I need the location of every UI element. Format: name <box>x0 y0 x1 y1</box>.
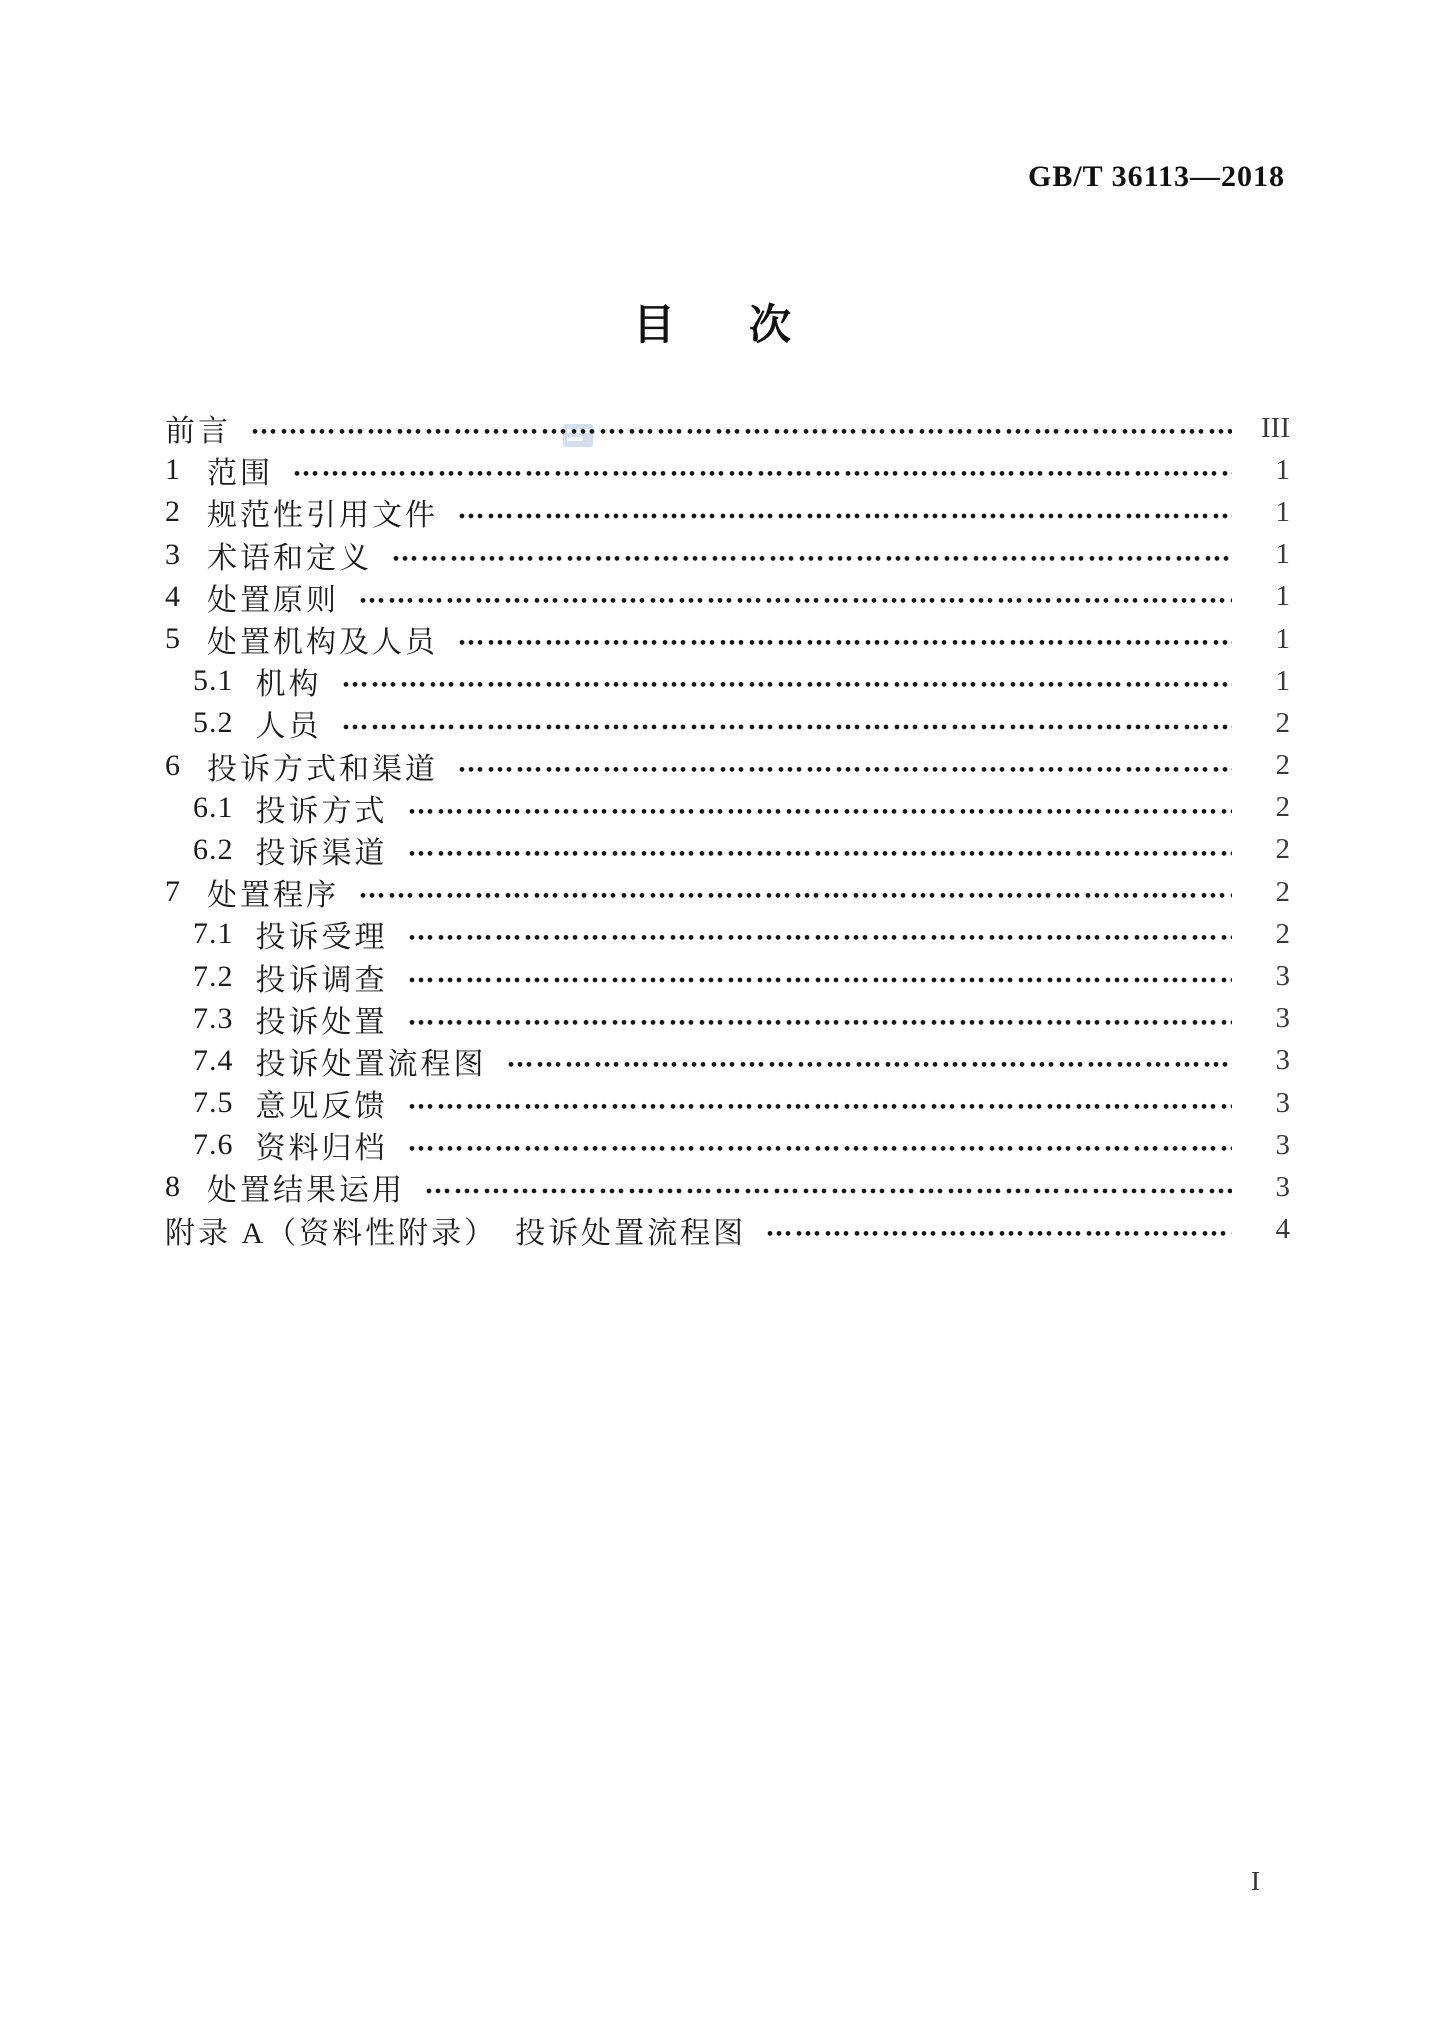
toc-entry-title: 术语和定义 <box>207 541 372 575</box>
toc-entry <box>165 871 1290 913</box>
standard-number: GB/T 36113—2018 <box>1028 160 1285 193</box>
toc-entry-title: 人员 <box>255 710 322 744</box>
dot-leader <box>425 1166 1232 1208</box>
toc-entry <box>165 787 1290 829</box>
toc-entry-page: 1 <box>1275 495 1290 528</box>
toc-entry <box>165 1124 1290 1166</box>
toc-entry-title: 附录 A（资料性附录） 投诉处置流程图 <box>165 1216 747 1250</box>
toc-entry-page: 4 <box>1275 1213 1290 1246</box>
toc-entry-page: 3 <box>1275 1086 1290 1119</box>
toc-entry-number: 7.4 <box>193 1043 234 1077</box>
toc-entry-page: 2 <box>1275 706 1290 739</box>
toc-entry-title: 意见反馈 <box>255 1090 388 1124</box>
toc-entry-page: 3 <box>1275 1128 1290 1161</box>
dot-leader <box>293 449 1232 491</box>
toc-entry-title: 资料归档 <box>255 1132 388 1166</box>
toc-entry-title: 前言 <box>165 415 231 449</box>
dot-leader <box>507 1040 1233 1082</box>
toc-entry <box>165 491 1290 533</box>
toc-entry-number: 7.1 <box>193 917 234 951</box>
toc-entry-number: 2 <box>165 495 181 529</box>
toc-entry-number: 6.2 <box>193 832 234 866</box>
dot-leader <box>408 1124 1233 1166</box>
toc-entry-page: 1 <box>1275 538 1290 571</box>
dot-leader <box>408 998 1233 1040</box>
page-title: 目 次 <box>632 303 807 349</box>
toc-entry-title: 范围 <box>207 457 273 491</box>
dot-leader <box>408 913 1233 955</box>
toc-entry-number: 7.6 <box>193 1128 234 1162</box>
toc-entry-page: 3 <box>1275 1170 1290 1203</box>
toc-entry-title: 投诉受理 <box>255 921 388 955</box>
toc-entry-page: 1 <box>1275 453 1290 486</box>
toc-entry <box>165 660 1290 702</box>
toc-entry-number: 5 <box>165 622 181 656</box>
toc-entry <box>165 1166 1290 1208</box>
toc-entry-number: 7.3 <box>193 1001 234 1035</box>
toc-entry-number: 3 <box>165 537 181 571</box>
dot-leader <box>359 576 1232 618</box>
toc-entry-page: 2 <box>1275 917 1290 950</box>
dot-leader <box>458 618 1232 660</box>
toc-entry-page: 3 <box>1275 1044 1290 1077</box>
table-of-contents <box>165 407 1290 1251</box>
toc-entry-title: 机构 <box>255 668 322 702</box>
toc-entry <box>165 407 1290 449</box>
dot-leader <box>408 787 1233 829</box>
toc-entry-page: III <box>1261 411 1290 444</box>
toc-entry <box>165 618 1290 660</box>
toc-entry-title: 处置原则 <box>207 583 339 617</box>
toc-entry <box>165 1209 1290 1251</box>
toc-entry <box>165 702 1290 744</box>
toc-entry <box>165 913 1290 955</box>
dot-leader <box>342 702 1233 744</box>
toc-entry-number: 4 <box>165 579 181 613</box>
toc-entry-title: 投诉调查 <box>255 963 388 997</box>
toc-entry-number: 5.1 <box>193 664 234 698</box>
toc-entry-title: 投诉方式 <box>255 794 388 828</box>
dot-leader <box>408 955 1233 997</box>
toc-entry <box>165 534 1290 576</box>
toc-entry-page: 3 <box>1275 960 1290 993</box>
toc-entry <box>165 1040 1290 1082</box>
dot-leader <box>408 1082 1233 1124</box>
toc-entry-title: 处置程序 <box>207 879 339 913</box>
toc-entry-title: 投诉处置流程图 <box>255 1047 487 1081</box>
toc-entry-title: 投诉方式和渠道 <box>207 752 438 786</box>
toc-entry <box>165 745 1290 787</box>
toc-entry-page: 2 <box>1275 791 1290 824</box>
toc-entry-title: 处置机构及人员 <box>207 626 438 660</box>
toc-entry-number: 7 <box>165 875 181 909</box>
dot-leader <box>766 1209 1232 1251</box>
dot-leader <box>359 871 1232 913</box>
dot-leader <box>458 745 1232 787</box>
toc-entry <box>165 829 1290 871</box>
toc-entry-page: 2 <box>1275 875 1290 908</box>
toc-entry-number: 6.1 <box>193 790 234 824</box>
toc-entry-number: 7.5 <box>193 1086 234 1120</box>
toc-entry-page: 1 <box>1275 580 1290 613</box>
toc-entry <box>165 1082 1290 1124</box>
toc-entry-number: 5.2 <box>193 706 234 740</box>
dot-leader <box>342 660 1233 702</box>
toc-entry-title: 规范性引用文件 <box>207 499 438 533</box>
toc-entry-title: 投诉渠道 <box>255 836 388 870</box>
toc-entry-number: 1 <box>165 453 181 487</box>
toc-entry-number: 6 <box>165 748 181 782</box>
toc-entry <box>165 576 1290 618</box>
toc-entry-title: 投诉处置 <box>255 1005 388 1039</box>
footer-page-number: I <box>1251 1866 1260 1896</box>
toc-entry <box>165 955 1290 997</box>
toc-entry-page: 1 <box>1275 622 1290 655</box>
toc-entry-page: 3 <box>1275 1002 1290 1035</box>
dot-leader <box>251 407 1232 449</box>
toc-entry <box>165 449 1290 491</box>
toc-entry-number: 7.2 <box>193 959 234 993</box>
toc-entry-page: 2 <box>1275 833 1290 866</box>
toc-entry-page: 2 <box>1275 749 1290 782</box>
toc-entry-title: 处置结果运用 <box>207 1174 405 1208</box>
toc-entry-number: 8 <box>165 1170 181 1204</box>
toc-entry-page: 1 <box>1275 664 1290 697</box>
dot-leader <box>392 534 1232 576</box>
dot-leader <box>458 491 1232 533</box>
dot-leader <box>408 829 1233 871</box>
toc-entry <box>165 998 1290 1040</box>
